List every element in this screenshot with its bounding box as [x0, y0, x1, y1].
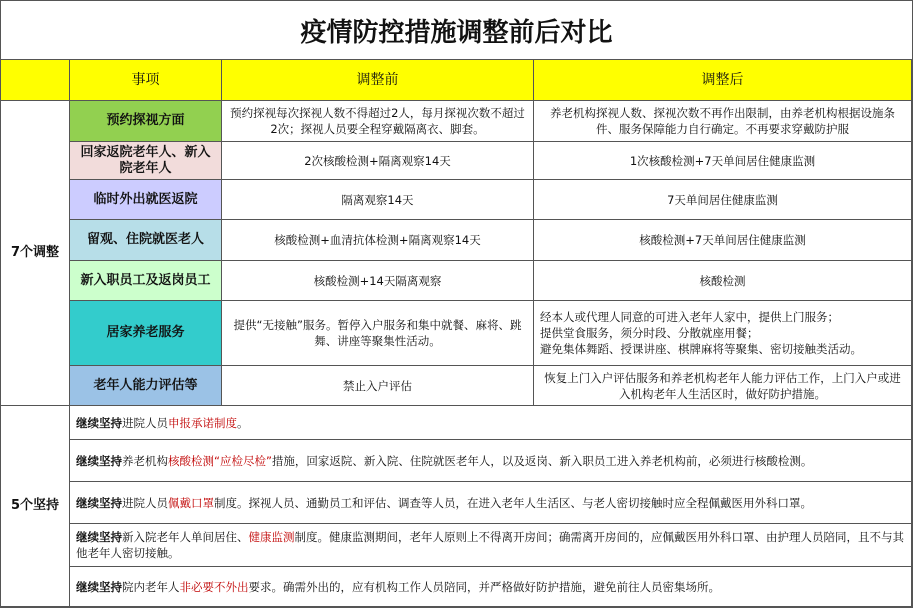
persist-post: 要求。确需外出的，应有机构工作人员陪同，并严格做好防护措施，避免前往人员密集场所。	[248, 579, 720, 594]
adjust-before: 预约探视每次探视人数不得超过2人，每月探视次数不超过2次；探视人员要全程穿戴隔离衣、脚套。	[222, 101, 534, 142]
adjust-item: 临时外出就医返院	[70, 180, 222, 220]
persist-lead: 继续坚持	[76, 415, 122, 430]
persist-highlight: 核酸检测“应检尽检”	[168, 453, 272, 468]
adjust-item: 留观、住院就医老人	[70, 220, 222, 261]
persist-pre: 进院人员	[122, 415, 168, 430]
adjust-item: 新入职员工及返岗员工	[70, 261, 222, 301]
persist-lead: 继续坚持	[76, 530, 122, 544]
persist-highlight: 健康监测	[248, 530, 295, 544]
adjust-before: 禁止入户评估	[222, 366, 534, 406]
header-before: 调整前	[222, 60, 534, 101]
adjust-after: 1次核酸检测+7天单间居住健康监测	[534, 142, 912, 180]
persist-lead: 继续坚持	[76, 453, 122, 468]
adjust-after: 核酸检测	[534, 261, 912, 301]
adjust-after	[534, 301, 912, 366]
adjust-before: 核酸检测+14天隔离观察	[222, 261, 534, 301]
persist-post: 制度。健康监测期间，老年人原则上不得离开房间；确需离开房间的，应佩戴医用外科口罩、由护理人员陪同，且不与其他老年人密切接触。	[76, 530, 904, 560]
adjust-after: 7天单间居住健康监测	[534, 180, 912, 220]
header-blank	[1, 60, 70, 101]
page-title: 疫情防控措施调整前后对比	[1, 1, 912, 60]
after-line: 避免集体舞蹈、授课讲座、棋牌麻将等聚集、密切接触类活动。	[540, 342, 862, 356]
persist-pre: 新入院老年人单间居住、	[122, 530, 249, 544]
persist-pre: 院内老年人	[122, 579, 180, 594]
persist-lead: 继续坚持	[76, 495, 122, 510]
persist-lead: 继续坚持	[76, 579, 122, 594]
persist-post: 措施，回家返院、新入院、住院就医老年人，以及返岗、新入职员工进入养老机构前，必须进行核酸检测。	[271, 453, 813, 468]
adjust-item: 回家返院老年人、新入院老年人	[70, 142, 222, 180]
adjust-item: 老年人能力评估等	[70, 366, 222, 406]
adjust-after: 养老机构探视人数、探视次数不再作出限制，由养老机构根据设施条件、服务保障能力自行确定。不再要求穿戴防护服	[534, 101, 912, 142]
group-persist: 5个坚持	[1, 406, 70, 607]
adjust-item: 居家养老服务	[70, 301, 222, 366]
adjust-item: 预约探视方面	[70, 101, 222, 142]
persist-highlight: 申报承诺制度	[168, 415, 237, 430]
persist-row	[70, 482, 912, 524]
header-item: 事项	[70, 60, 222, 101]
persist-row	[70, 440, 912, 482]
adjust-before: 2次核酸检测+隔离观察14天	[222, 142, 534, 180]
header-after: 调整后	[534, 60, 912, 101]
adjust-before: 隔离观察14天	[222, 180, 534, 220]
persist-row	[70, 406, 912, 440]
persist-row	[70, 524, 912, 567]
after-line: 提供堂食服务，须分时段、分散就座用餐；	[540, 326, 759, 340]
persist-row	[70, 567, 912, 607]
adjust-before: 提供“无接触”服务。暂停入户服务和集中就餐、麻将、跳舞、讲座等聚集性活动。	[222, 301, 534, 366]
group-adjustments: 7个调整	[1, 101, 70, 406]
persist-highlight: 佩戴口罩	[168, 495, 214, 510]
adjust-before: 核酸检测+血清抗体检测+隔离观察14天	[222, 220, 534, 261]
persist-post: 。	[237, 415, 249, 430]
persist-post: 制度。探视人员、通勤员工和评估、调查等人员，在进入老年人生活区、与老人密切接触时应全程佩戴医用外科口罩。	[214, 495, 812, 510]
adjust-after: 核酸检测+7天单间居住健康监测	[534, 220, 912, 261]
persist-pre: 养老机构	[122, 453, 168, 468]
persist-pre: 进院人员	[122, 495, 168, 510]
persist-highlight: 非必要不外出	[179, 579, 249, 594]
adjust-after: 恢复上门入户评估服务和养老机构老年人能力评估工作，上门入户或进入机构老年人生活区时，做好防护措施。	[534, 366, 912, 406]
after-line: 经本人或代理人同意的可进入老年人家中，提供上门服务；	[540, 310, 839, 324]
